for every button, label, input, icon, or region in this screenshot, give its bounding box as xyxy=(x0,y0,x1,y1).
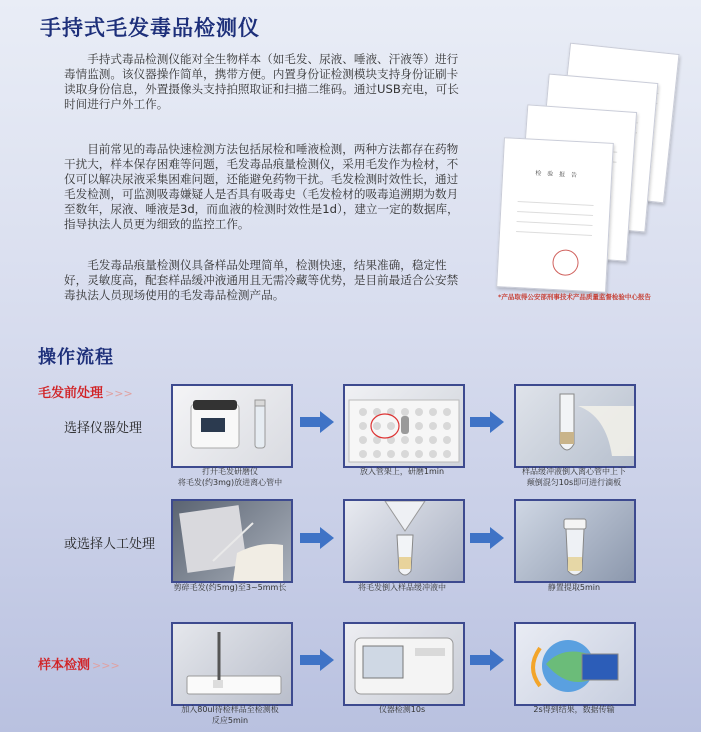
intro-paragraph: 手持式毒品检测仪能对全生物样本（如毛发、尿液、唾液、汗液等）进行毒情监测。该仪器操作简单，携带方便。内置身份证检测模块支持身份证刷卡读取身份信息，外置摄像头支持拍照取证和扫描二维码。通过USB充电，可长时间进行户外工作。 xyxy=(64,52,459,111)
page-title: 手持式毛发毒品检测仪 xyxy=(40,16,260,40)
report-caption: *产品取得公安部刑事技术产品质量监督检验中心报告 xyxy=(498,293,651,301)
category-arrows: >>> xyxy=(92,659,120,672)
arrow-right-icon xyxy=(300,411,334,433)
report-sheet-title: 检 验 报 告 xyxy=(535,169,580,180)
arrow-right-icon xyxy=(300,649,334,671)
step-caption: 静置提取5min xyxy=(547,583,601,592)
step-caption: 样品缓冲液倒入离心管中上下 颠倒混匀10s即可进行滴板 xyxy=(522,467,626,487)
step-caption: 加入80ul待检样品至检测板 反应5min xyxy=(181,705,279,725)
process-heading: 操作流程 xyxy=(38,347,114,368)
step-caption: 将毛发倒入样品缓冲液中 xyxy=(358,583,446,592)
arrow-right-icon xyxy=(470,527,504,549)
method-paragraph: 目前常见的毒品快速检测方法包括尿检和唾液检测，两种方法都存在药物干扰大，样本保存困难等问题，毛发毒品痕量检测仪，采用毛发作为检材，不仅可以解决尿液采集困难问题，还能避免药物干扰。毛发检测时效性长，通过毛发检测，可监测吸毒嫌疑人是否具有吸毒史（毛发检材的吸毒追溯期为数月至数年，尿液、唾液是3d，而血液的检测时效性是1d），建立一定的数据库，指导执法人员更为细致的监控工作。 xyxy=(64,142,459,231)
arrow-right-icon xyxy=(470,411,504,433)
step-caption: 打开毛发研磨仪 将毛发(约3mg)放进离心管中 xyxy=(177,467,283,487)
advantage-paragraph: 毛发毒品痕量检测仪具备样品处理简单，检测快速，结果准确，稳定性好，灵敏度高，配套样品缓冲液通用且无需冷藏等优势，是目前最适合公安禁毒执法人员现场使用的毛发毒品检测产品。 xyxy=(64,258,459,302)
step-caption: 放入管架上，研磨1min xyxy=(359,467,445,476)
detector-photo xyxy=(343,622,465,706)
instrument-row-label: 选择仪器处理 xyxy=(64,421,143,436)
data-transfer-photo xyxy=(514,622,636,706)
category-arrows: >>> xyxy=(105,387,133,400)
cutting-hair-photo xyxy=(171,499,293,583)
rack-photo xyxy=(343,384,465,468)
arrow-right-icon xyxy=(470,649,504,671)
grinder-photo xyxy=(171,384,293,468)
manual-row-label: 或选择人工处理 xyxy=(64,537,156,552)
pretreat-label: 毛发前处理 xyxy=(38,386,104,401)
step-caption: 仪器检测10s xyxy=(378,705,426,714)
tube-photo xyxy=(514,384,636,468)
detect-label: 样本检测 xyxy=(38,658,91,673)
step-caption: 剪碎毛发(约5mg)至3~5mm长 xyxy=(173,583,287,592)
detect-category xyxy=(38,654,120,673)
pretreat-category xyxy=(38,382,133,401)
arrow-right-icon xyxy=(300,527,334,549)
report-stack xyxy=(496,40,692,280)
pouring-photo xyxy=(343,499,465,583)
step-caption: 2s得到结果，数据传输 xyxy=(533,705,615,714)
pipette-photo xyxy=(171,622,293,706)
report-sheet-front xyxy=(496,137,614,293)
red-stamp-icon xyxy=(552,249,579,276)
standing-tube-photo xyxy=(514,499,636,583)
